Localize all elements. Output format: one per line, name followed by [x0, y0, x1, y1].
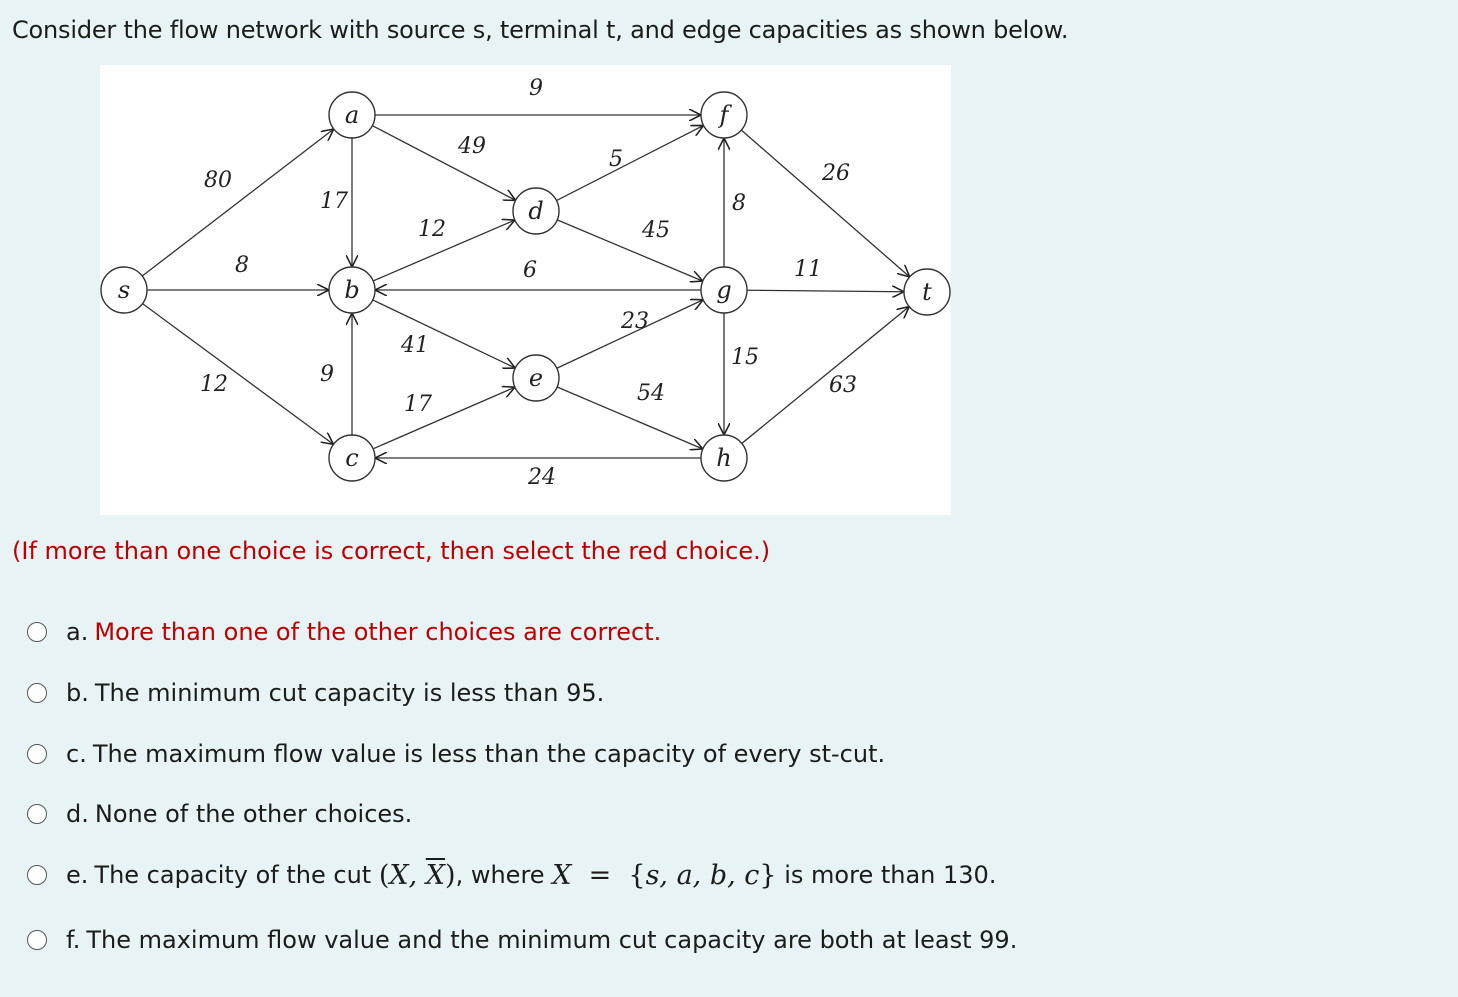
- choice-a[interactable]: [27, 612, 1127, 652]
- radio-button[interactable]: [27, 622, 47, 642]
- capacity-label-h-c: 24: [528, 465, 556, 490]
- set-notation: X = {s, a, b, c}: [552, 859, 777, 891]
- edge-f-t: [741, 130, 909, 277]
- choice-text: More than one of the other choices are correct.: [94, 618, 662, 646]
- node-label-h: h: [716, 444, 732, 472]
- question-text: Consider the flow network with source s, terminal t, and edge capacities as shown below.: [12, 16, 1069, 44]
- capacity-label-f-t: 26: [822, 161, 850, 186]
- choice-letter: c.: [66, 740, 87, 768]
- choice-letter: a.: [66, 618, 89, 646]
- choice-letter: e.: [66, 861, 89, 889]
- radio-button[interactable]: [27, 744, 47, 764]
- edge-h-t: [742, 307, 909, 444]
- choice-letter: b.: [66, 679, 89, 707]
- capacity-label-s-a: 80: [204, 168, 232, 193]
- capacity-label-s-c: 12: [200, 372, 228, 397]
- flow-network-diagram: [100, 65, 951, 515]
- edge-g-t: [747, 290, 904, 292]
- choice-letter: d.: [66, 800, 89, 828]
- flow-network-figure: [100, 65, 951, 515]
- node-label-c: c: [345, 444, 359, 472]
- node-label-g: g: [716, 276, 732, 304]
- edge-c-e: [373, 387, 515, 449]
- capacity-label-g-b: 6: [523, 258, 537, 283]
- edge-d-g: [557, 220, 703, 281]
- edge-s-c: [143, 304, 334, 445]
- capacity-label-d-f: 5: [609, 147, 623, 172]
- node-label-d: d: [528, 197, 544, 225]
- capacity-label-a-d: 49: [458, 134, 486, 159]
- choice-text: The maximum flow value is less than the capacity of every st-cut.: [92, 740, 886, 768]
- choice-text: The maximum flow value and the minimum cut capacity are both at least 99.: [86, 926, 1018, 954]
- edge-e-h: [557, 387, 703, 449]
- capacity-label-d-g: 45: [642, 218, 670, 243]
- capacity-label-c-e: 17: [404, 392, 432, 417]
- edge-d-f: [556, 125, 703, 200]
- capacity-label-c-b: 9: [320, 362, 334, 387]
- radio-button[interactable]: [27, 930, 47, 950]
- capacity-label-e-g: 23: [621, 309, 649, 334]
- node-label-f: f: [719, 101, 729, 129]
- capacity-label-g-f: 8: [732, 191, 746, 216]
- node-label-t: t: [922, 278, 932, 306]
- cut-notation: (X, $\overline{X}$): [378, 859, 456, 891]
- choice-text-before: The capacity of the cut: [94, 861, 372, 889]
- capacity-label-g-t: 11: [794, 257, 822, 282]
- capacity-label-e-h: 54: [637, 381, 665, 406]
- capacity-label-a-f: 9: [529, 76, 543, 101]
- node-label-s: s: [117, 276, 131, 304]
- choice-text: None of the other choices.: [94, 800, 413, 828]
- capacity-label-a-b: 17: [320, 189, 348, 214]
- choice-text-mid: , where: [455, 861, 545, 889]
- choice-e[interactable]: [27, 855, 1127, 895]
- capacity-label-h-t: 63: [829, 373, 857, 398]
- radio-button[interactable]: [27, 865, 47, 885]
- choice-letter: f.: [66, 926, 81, 954]
- radio-button[interactable]: [27, 804, 47, 824]
- node-label-b: b: [344, 276, 360, 304]
- choice-text: The minimum cut capacity is less than 95.: [94, 679, 605, 707]
- choice-c[interactable]: [27, 734, 1127, 774]
- edge-b-e: [373, 300, 516, 368]
- radio-button[interactable]: [27, 683, 47, 703]
- choice-d[interactable]: [27, 794, 1127, 834]
- choice-text-after: is more than 130.: [784, 861, 997, 889]
- choice-b[interactable]: [27, 673, 1127, 713]
- node-label-a: a: [344, 101, 360, 129]
- capacity-label-s-b: 8: [235, 253, 249, 278]
- capacity-label-g-h: 15: [731, 345, 759, 370]
- capacity-label-b-e: 41: [401, 333, 429, 358]
- node-label-e: e: [528, 364, 544, 392]
- edge-a-d: [372, 126, 515, 201]
- choice-f[interactable]: [27, 920, 1127, 960]
- instruction-note: (If more than one choice is correct, then select the red choice.): [12, 537, 771, 565]
- capacity-label-b-d: 12: [418, 217, 446, 242]
